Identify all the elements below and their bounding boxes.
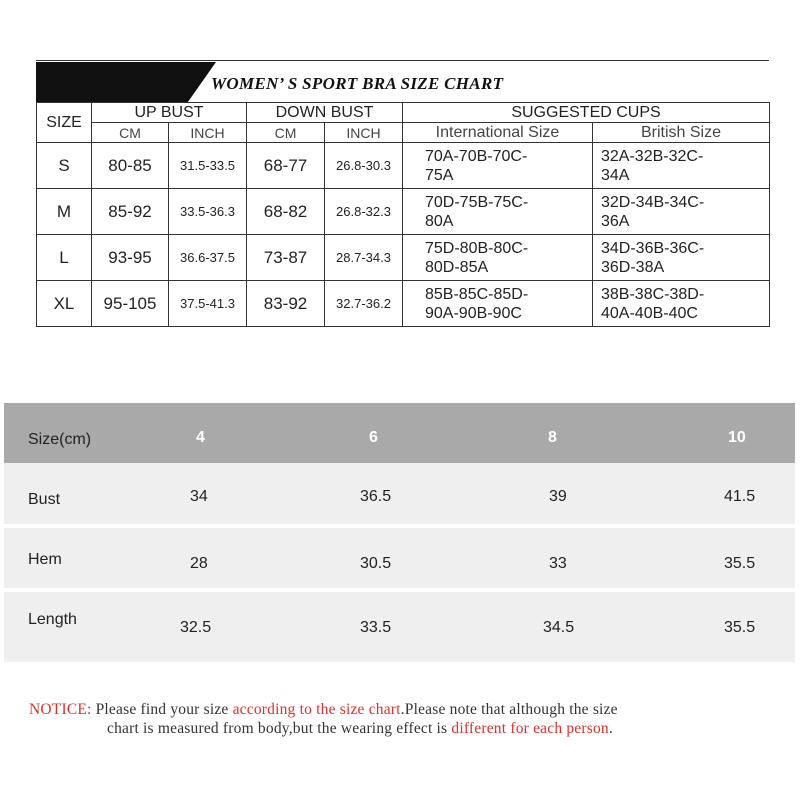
up-bust-cm-header: CM	[92, 123, 169, 143]
brit-line-1: 32D-34B-34C-	[601, 193, 705, 211]
british-cups	[593, 281, 770, 327]
up-bust-header: UP BUST	[92, 103, 247, 123]
length-size-4: 32.5	[180, 619, 212, 636]
down-bust-cm: 68-82	[247, 189, 325, 235]
british-size-header: British Size	[593, 123, 770, 143]
size-cell: L	[37, 235, 92, 281]
table-row	[37, 235, 770, 281]
up-bust-inch: 36.6-37.5	[169, 235, 247, 281]
measurement-table	[4, 403, 795, 662]
bust-size-4: 34	[190, 488, 208, 505]
intl-line-2: 80A	[425, 212, 454, 230]
up-bust-cm: 93-95	[92, 235, 169, 281]
british-cups	[593, 189, 770, 235]
up-bust-inch-header: INCH	[169, 123, 247, 143]
bust-size-8: 39	[549, 488, 567, 505]
intl-line-2: 90A-90B-90C	[425, 304, 522, 322]
down-bust-inch: 32.7-36.2	[325, 281, 403, 327]
bra-rows	[37, 143, 770, 327]
intl-line-1: 70D-75B-75C-	[425, 193, 529, 211]
notice-text	[29, 700, 769, 738]
notice-text-2: .Please note that although the size	[400, 701, 618, 718]
size-cm-label: Size(cm)	[28, 431, 92, 448]
down-bust-cm: 73-87	[247, 235, 325, 281]
up-bust-inch: 33.5-36.3	[169, 189, 247, 235]
international-cups	[403, 143, 593, 189]
size-8-header: 8	[548, 429, 557, 446]
length-size-6: 33.5	[360, 619, 392, 636]
notice-line-2	[29, 719, 769, 738]
brit-line-1: 38B-38C-38D-	[601, 285, 705, 303]
up-bust-cm: 80-85	[92, 143, 169, 189]
down-bust-cm: 68-77	[247, 143, 325, 189]
hem-size-8: 33	[549, 555, 567, 572]
international-size-header: International Size	[403, 123, 593, 143]
bust-size-10: 41.5	[724, 488, 756, 505]
bra-size-table	[36, 102, 770, 327]
table-row	[37, 189, 770, 235]
header-row-2	[37, 123, 770, 143]
size-cell: M	[37, 189, 92, 235]
length-size-8: 34.5	[543, 619, 575, 636]
up-bust-inch: 37.5-41.3	[169, 281, 247, 327]
notice-red-2: different for each person	[451, 720, 609, 737]
british-cups	[593, 143, 770, 189]
intl-line-2: 80D-85A	[425, 258, 489, 276]
down-bust-inch: 26.8-32.3	[325, 189, 403, 235]
hem-size-10: 35.5	[724, 555, 756, 572]
intl-line-1: 75D-80B-80C-	[425, 239, 529, 257]
row-separator	[4, 588, 795, 592]
intl-line-1: 70A-70B-70C-	[425, 147, 528, 165]
brit-line-2: 34A	[601, 166, 630, 184]
brit-line-1: 34D-36B-36C-	[601, 239, 705, 257]
brit-line-2: 36A	[601, 212, 630, 230]
down-bust-inch-header: INCH	[325, 123, 403, 143]
international-cups	[403, 189, 593, 235]
size-4-header: 4	[196, 429, 205, 446]
down-bust-inch: 28.7-34.3	[325, 235, 403, 281]
table-row	[37, 143, 770, 189]
hem-size-6: 30.5	[360, 555, 392, 572]
size-cell: S	[37, 143, 92, 189]
brit-line-2: 36D-38A	[601, 258, 665, 276]
international-cups	[403, 235, 593, 281]
british-cups	[593, 235, 770, 281]
down-bust-header: DOWN BUST	[247, 103, 403, 123]
bust-size-6: 36.5	[360, 488, 392, 505]
chart-banner	[36, 60, 769, 103]
brit-line-1: 32A-32B-32C-	[601, 147, 704, 165]
row-label-hem: Hem	[28, 551, 62, 568]
notice-text-4: .	[608, 720, 613, 737]
row-label-bust: Bust	[28, 491, 61, 508]
row-label-length: Length	[28, 611, 77, 628]
international-cups	[403, 281, 593, 327]
notice-red-1: according to the size chart	[232, 701, 401, 718]
chart-title: WOMEN’ S SPORT BRA SIZE CHART	[211, 74, 504, 93]
suggested-cups-header: SUGGESTED CUPS	[403, 103, 770, 123]
measurement-header-row	[4, 403, 795, 463]
up-bust-inch: 31.5-33.5	[169, 143, 247, 189]
hem-size-4: 28	[190, 555, 208, 572]
up-bust-cm: 95-105	[92, 281, 169, 327]
size-10-header: 10	[728, 429, 746, 446]
up-bust-cm: 85-92	[92, 189, 169, 235]
row-separator	[4, 524, 795, 528]
size-6-header: 6	[369, 429, 378, 446]
notice-label: NOTICE:	[29, 701, 92, 718]
size-header: SIZE	[37, 103, 92, 143]
notice-text-1: Please find your size	[91, 701, 233, 718]
down-bust-cm: 83-92	[247, 281, 325, 327]
header-row-1	[37, 103, 770, 123]
notice-text-3: chart is measured from body,but the wearing effect is	[107, 720, 452, 737]
size-cell: XL	[37, 281, 92, 327]
banner-black-block	[36, 62, 216, 103]
brit-line-2: 40A-40B-40C	[601, 304, 698, 322]
down-bust-cm-header: CM	[247, 123, 325, 143]
intl-line-2: 75A	[425, 166, 454, 184]
length-size-10: 35.5	[724, 619, 756, 636]
bra-size-chart	[36, 60, 769, 328]
intl-line-1: 85B-85C-85D-	[425, 285, 529, 303]
table-row	[37, 281, 770, 327]
down-bust-inch: 26.8-30.3	[325, 143, 403, 189]
